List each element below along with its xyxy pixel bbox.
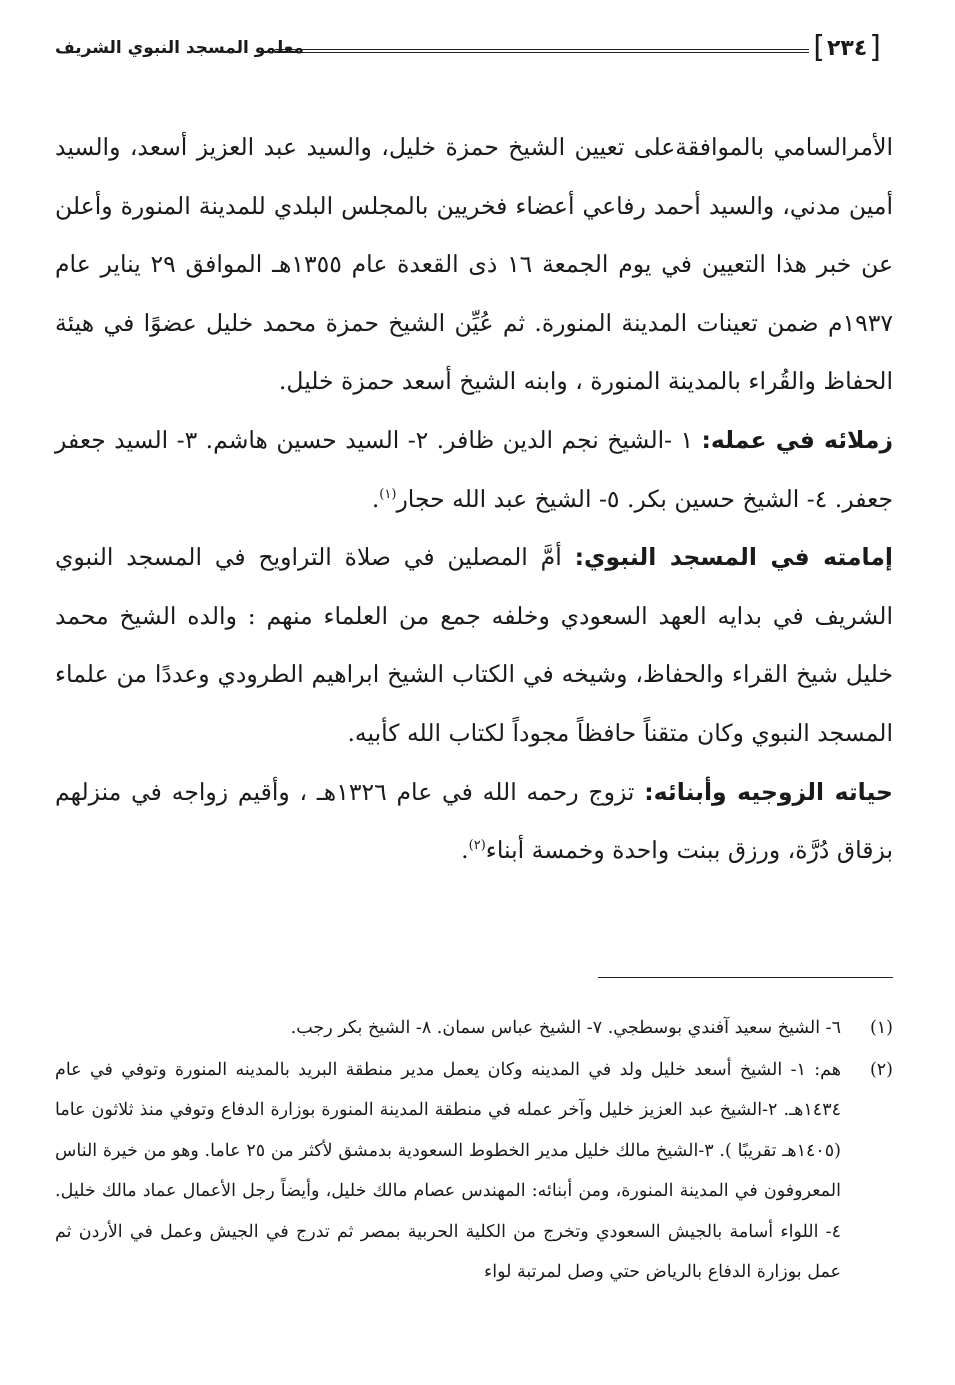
footnote-text: هم: ١- الشيخ أسعد خليل ولد في المدينه وكان يعمل مدير منطقة البريد بالمدينه المنورة وتوفي في عام ١٤٣٤هـ. ٢-الشيخ عبد العزيز خليل وآخر عمله في منطقة المدينة المنورة بوزارة الدفاع وتوفي منذ ثلاثون عاما (١٤٠٥هـ تقريبًا ). ٣-الشيخ مالك خليل مدير الخطوط السعودية بدمشق لأكثر من ٢٥ عاما. وهو من خيرة الناس المعروفون في المدينة المنورة، ومن أبنائه: المهندس عصام مالك خليل، وأيضاً رجل الأعمال عماد مالك خليل. ٤- اللواء أسامة بالجيش السعودي وتخرج من الكلية الحربية بمصر ثم تدرج في الجيش وعمل في الأردن ثم عمل بوزارة الدفاع بالرياض حتي وصل لمرتبة لواء [55, 1059, 842, 1282]
paragraph-text: ١ -الشيخ نجم الدين ظافر. ٢- السيد حسين هاشم. ٣- السيد جعفر جعفر. ٤- الشيخ حسين بكر. ٥- الشيخ عبد الله حجار [55, 425, 893, 513]
footnote-1 [55, 1008, 893, 1049]
paragraph-family [55, 763, 893, 880]
paragraph-text: أمَّ المصلين في صلاة التراويح في المسجد النبوي الشريف في بدايه العهد السعودي وخلفه جمع من العلماء منهم : والده الشيخ محمد خليل شيخ القراء والحفاظ، وشيخه في الكتاب الشيخ ابراهيم الطرودي وعددًا من علماء المسجد النبوي وكان متقناً حافظاً مجوداً لكتاب الله كأبيه. [55, 543, 893, 747]
paragraph-text: الأمرالسامي بالموافقةعلى تعيين الشيخ حمزة خليل، والسيد عبد العزيز أسعد، والسيد أمين مدني، والسيد أحمد رفاعي أعضاء فخريين بالمجلس البلدي للمدينة المنورة وأعلن عن خبر هذا التعيين في يوم الجمعة ١٦ ذى القعدة عام ١٣٥٥هـ الموافق ٢٩ يناير عام ١٩٣٧م ضمن تعينات المدينة المنورة. ثم عُيِّن الشيخ حمزة محمد خليل عضوًا في هيئة الحفاظ والقُراء بالمدينة المنورة ، وابنه الشيخ أسعد حمزة خليل. [55, 133, 893, 396]
paragraph-colleagues [55, 411, 893, 528]
footnote-2 [55, 1050, 893, 1293]
header-rule [275, 49, 809, 53]
footnote-text: ٦- الشيخ سعيد آفندي بوسطجي. ٧- الشيخ عباس سمان. ٨- الشيخ بكر رجب. [290, 1018, 841, 1038]
page-header [55, 30, 893, 70]
footnote-marker: (٢) [869, 1059, 893, 1080]
paragraph-end: . [371, 484, 380, 513]
footnote-ref-1[interactable]: (١) [379, 486, 397, 502]
page-number: ٢٣٤ [826, 35, 868, 61]
running-title: معلمو المسجد النبوي الشريف [55, 38, 304, 58]
paragraph-end: . [461, 836, 469, 865]
paragraph-text: تزوج رحمه الله في عام ١٣٢٦هـ ، وأقيم زواجه في منزلهم بزقاق دُرَّة، ورزق ببنت واحدة وخمسة أبناء [55, 777, 893, 865]
page-number-bracket-open: [ [869, 30, 881, 65]
footnote-marker: (١) [869, 1018, 893, 1038]
section-heading-imamate: إمامته في المسجد النبوي: [574, 543, 893, 572]
paragraph-imamate [55, 528, 893, 762]
page-number-bracket-close: ] [813, 30, 825, 65]
footnote-separator [598, 977, 893, 978]
section-heading-colleagues: زملائه في عمله: [701, 425, 893, 454]
footnotes [55, 1008, 893, 1294]
paragraph-council-appointment [55, 118, 893, 411]
section-heading-family: حياته الزوجيه وأبنائه: [644, 777, 893, 806]
page-number-box [801, 32, 893, 64]
footnote-ref-2[interactable]: (٢) [468, 838, 486, 854]
body-text [55, 118, 893, 880]
